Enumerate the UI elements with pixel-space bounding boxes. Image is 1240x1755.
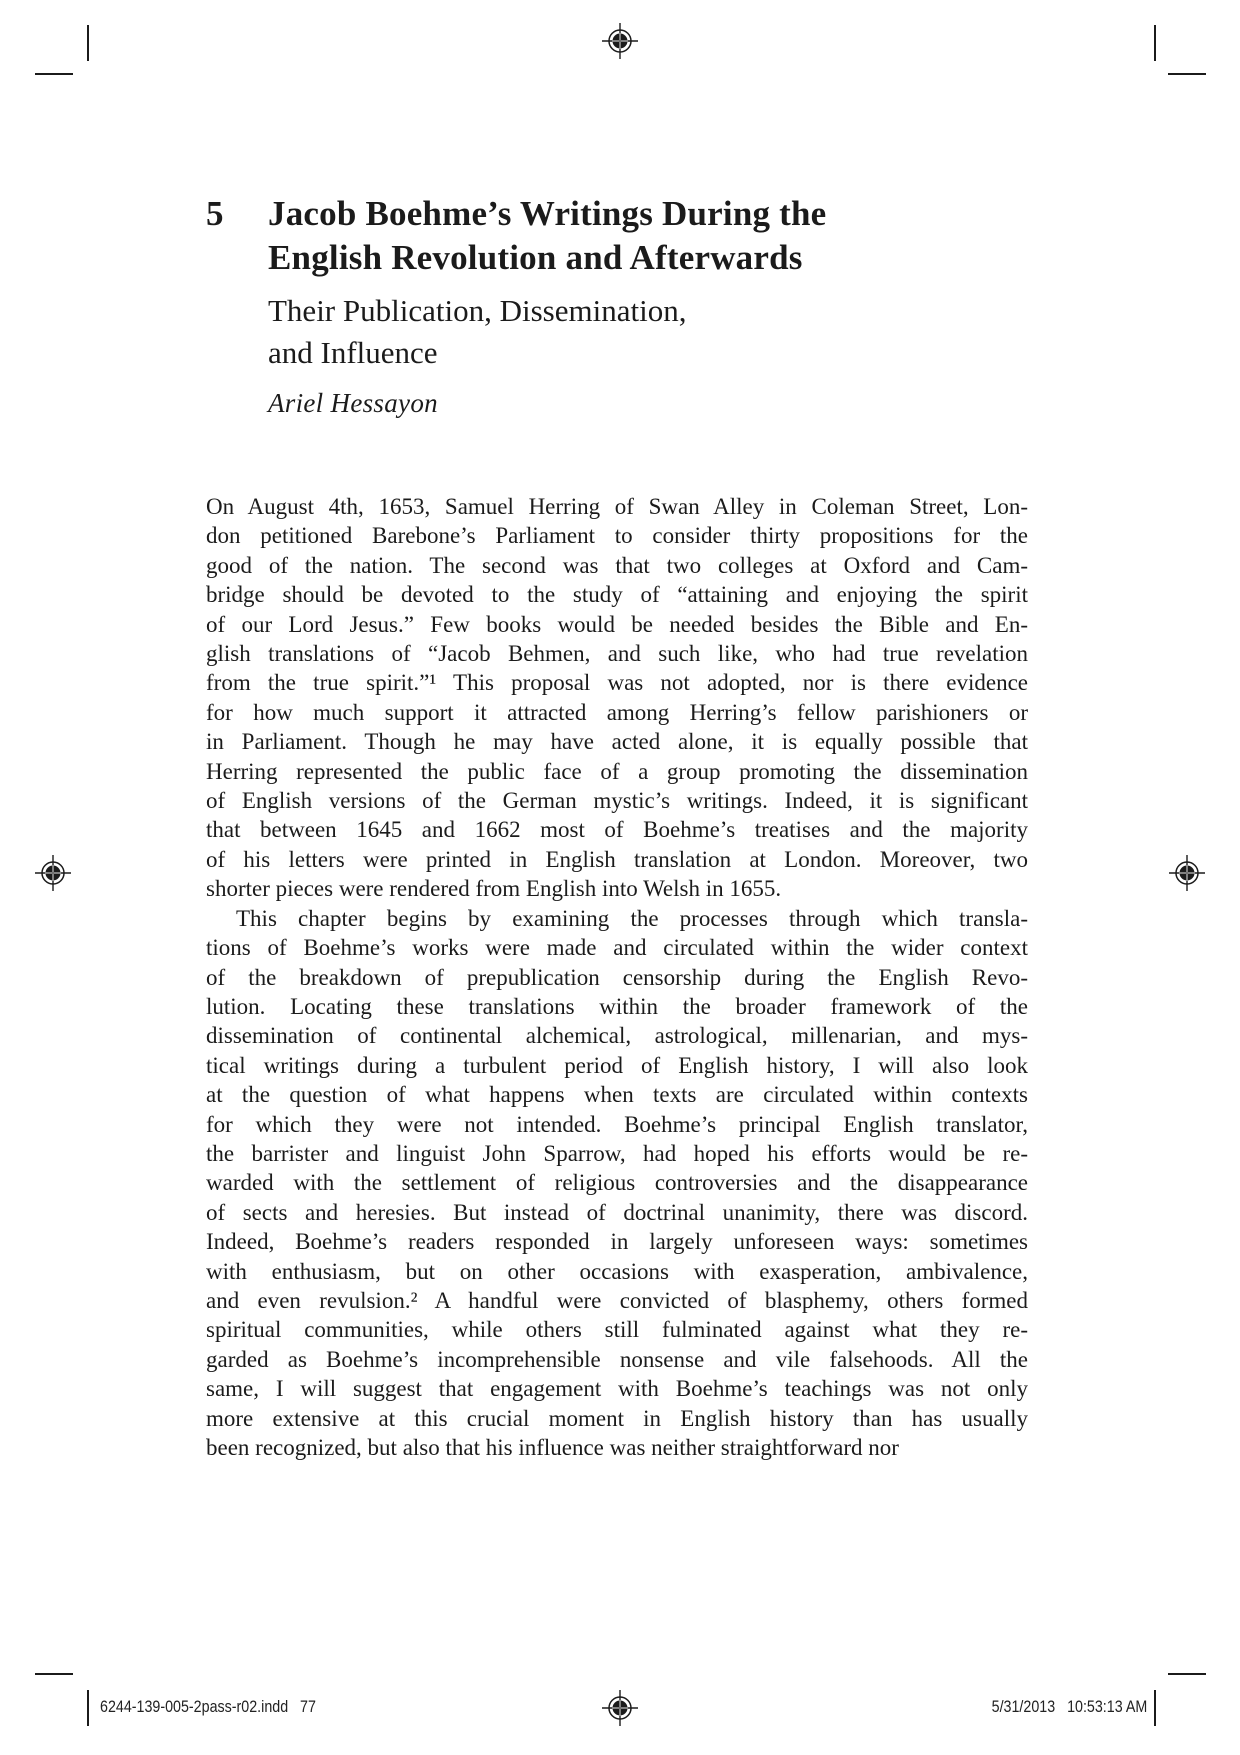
- chapter-subtitle-line-1: Their Publication, Dissemination,: [268, 293, 687, 328]
- body-line: of sects and heresies. But instead of doctrinal unanimity, there was discord.: [206, 1199, 1028, 1225]
- body-line: more extensive at this crucial moment in English history than has usually: [206, 1405, 1028, 1431]
- crop-mark-top-left-vertical: [87, 25, 89, 61]
- body-line: of our Lord Jesus.” Few books would be needed besides the Bible and En-: [206, 611, 1028, 637]
- registration-target-icon-left: [35, 855, 71, 891]
- chapter-subtitle: [268, 290, 1028, 374]
- crop-mark-top-left-horizontal: [35, 73, 73, 75]
- crop-mark-bottom-left-vertical: [87, 1690, 89, 1726]
- crop-mark-bottom-right-vertical: [1154, 1690, 1156, 1726]
- body-line: warded with the settlement of religious controversies and the disappearance: [206, 1170, 1028, 1196]
- crop-mark-top-right-vertical: [1154, 25, 1156, 61]
- crop-mark-top-right-horizontal: [1168, 73, 1206, 75]
- body-line: of English versions of the German mystic’s writings. Indeed, it is significant: [206, 788, 1028, 814]
- chapter-heading: [206, 192, 1036, 280]
- body-line: shorter pieces were rendered from English into Welsh in 1655.: [206, 876, 782, 902]
- chapter-number: 5: [206, 194, 224, 233]
- chapter-subtitle-line-2: and Influence: [268, 335, 438, 370]
- paragraph: [206, 492, 1028, 904]
- body-line: the barrister and linguist John Sparrow, had hoped his efforts would be re-: [206, 1140, 1028, 1166]
- body-line: bridge should be devoted to the study of “attaining and enjoying the spirit: [206, 582, 1028, 608]
- body-line: for how much support it attracted among Herring’s fellow parishioners or: [206, 699, 1028, 725]
- body-line: been recognized, but also that his influence was neither straightforward nor: [206, 1435, 899, 1460]
- body-line: glish translations of “Jacob Behmen, and such like, who had true revelation: [206, 641, 1028, 667]
- body-line: spiritual communities, while others still fulminated against what they re-: [206, 1317, 1028, 1343]
- registration-target-icon-right: [1169, 855, 1205, 891]
- crop-mark-bottom-right-horizontal: [1168, 1673, 1206, 1675]
- body-line: of his letters were printed in English translation at London. Moreover, two: [206, 846, 1028, 872]
- footer-filename-pagenumber: 6244-139-005-2pass-r02.indd 77: [100, 1697, 316, 1716]
- body-line: with enthusiasm, but on other occasions with exasperation, ambivalence,: [206, 1258, 1028, 1284]
- body-line: in Parliament. Though he may have acted alone, it is equally possible that: [206, 729, 1028, 755]
- body-line: Herring represented the public face of a group promoting the dissemination: [206, 758, 1028, 784]
- author-name: Ariel Hessayon: [268, 388, 438, 418]
- body-text: [206, 492, 1028, 1462]
- body-line: On August 4th, 1653, Samuel Herring of Swan Alley in Coleman Street, Lon-: [206, 494, 1028, 519]
- body-line: good of the nation. The second was that two colleges at Oxford and Cam-: [206, 552, 1028, 578]
- body-line: tions of Boehme’s works were made and circulated within the wider context: [206, 935, 1028, 961]
- body-line: don petitioned Barebone’s Parliament to consider thirty propositions for the: [206, 523, 1028, 549]
- crop-mark-bottom-left-horizontal: [35, 1673, 73, 1675]
- body-line: dissemination of continental alchemical, astrological, millenarian, and mys-: [206, 1023, 1028, 1049]
- body-line: of the breakdown of prepublication censorship during the English Revo-: [206, 964, 1028, 990]
- body-line: and even revulsion.² A handful were convicted of blasphemy, others formed: [206, 1287, 1028, 1313]
- body-line: Indeed, Boehme’s readers responded in largely unforeseen ways: sometimes: [206, 1229, 1028, 1255]
- body-line: tical writings during a turbulent period of English history, I will also look: [206, 1052, 1028, 1078]
- footer-datetime: 5/31/2013 10:53:13 AM: [991, 1697, 1147, 1716]
- body-line: for which they were not intended. Boehme’s principal English translator,: [206, 1111, 1028, 1137]
- chapter-title-line-2: English Revolution and Afterwards: [268, 238, 803, 277]
- paragraph: [206, 904, 1028, 1463]
- body-line: at the question of what happens when texts are circulated within contexts: [206, 1082, 1028, 1108]
- body-line: This chapter begins by examining the processes through which transla-: [236, 905, 1028, 931]
- body-line: lution. Locating these translations within the broader framework of the: [206, 993, 1028, 1019]
- body-line: same, I will suggest that engagement with Boehme’s teachings was not only: [206, 1376, 1028, 1402]
- registration-target-icon-top: [602, 23, 638, 59]
- chapter-title: [268, 192, 826, 280]
- registration-target-icon-bottom: [602, 1690, 638, 1726]
- body-line: garded as Boehme’s incomprehensible nonsense and vile falsehoods. All the: [206, 1346, 1028, 1372]
- body-line: from the true spirit.”¹ This proposal was not adopted, nor is there evidence: [206, 670, 1028, 696]
- chapter-title-line-1: Jacob Boehme’s Writings During the: [268, 194, 827, 233]
- body-line: that between 1645 and 1662 most of Boehme’s treatises and the majority: [206, 817, 1028, 843]
